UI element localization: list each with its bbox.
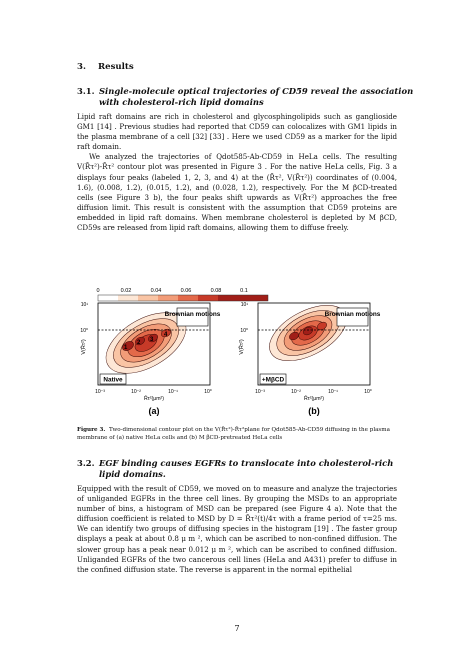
paragraph: Equipped with the result of CD59, we moved on to measure and analyze the trajectories of unliganded EGFRs in the three cell lines. By grouping the MSDs to an appropriate number of bins, a histogram of MSD can be prepared (see Figure 4 a). Note that the diffusion coefficient is related to MSD by D = R̄τ²(t)/4τ with a frame period of τ=25 ms. We can identify two groups of diffusing species in the histogram [19] . The faster group displays a peak at about 0.8 μ m ², which can be ascribed to non-confined diffusion. The slower group has a peak near 0.012 μ m ², which can be ascribed to confined diffusion. Unliganded EGFRs of the two cancerous cell lines (HeLa and A431) prefer to diffuse in the confined diffusion state. The reverse is apparent in the normal epithelial [77, 484, 397, 574]
x-tick-label: 10⁰ [204, 389, 212, 395]
section-title: Results [97, 62, 134, 72]
caption-text: Two-dimensional contour plot on the V(R̄τ²)-R̄τ²plane for Qdot585-Ab-CD59 diffusing in the plasma membrane of (a) native HeLa cells and (b) M βCD-pretreated HeLa cells [77, 427, 390, 441]
y-tick-label: 10⁰ [240, 328, 248, 334]
colorbar-label: 0.1 [240, 288, 248, 294]
panel-a [80, 300, 221, 416]
colorbar-label: 0 [96, 288, 100, 294]
figure-3 [76, 283, 398, 423]
page-number: 7 [234, 624, 240, 633]
colorbar-swatch [178, 295, 198, 301]
x-axis-label: R̄τ²(μm²) [303, 396, 325, 402]
colorbar-label: 0.02 [120, 288, 132, 294]
region-label: Brownian motions [324, 311, 381, 318]
colorbar-swatch [98, 295, 118, 301]
panel-label: (a) [148, 406, 160, 416]
colorbar-label: 0.04 [150, 288, 162, 294]
subsection-number: 3.2. [77, 458, 95, 468]
peak-label: 4 [164, 332, 168, 338]
contour-plot-b [261, 294, 356, 372]
peak-label: 3 [150, 337, 154, 343]
caption-label: Figure 3. [77, 427, 106, 433]
paragraph: We analyzed the trajectories of Qdot585-Ab-CD59 in HeLa cells. The resulting V(R̄τ²)-R̄τ² contour plot was presented in Figure 3 . For the native HeLa cells, Fig. 3 a displays four peaks (labeled 1, 2, 3, and 4) at the (R̄τ², V(R̄τ²)) coordinates of (0.004, 1.6), (0.008, 1.2), (0.015, 1.2), and (0.028, 1.2), respectively. For the M βCD-treated cells (see Figure 3 b), the four peaks shift upwards as V(R̄τ²) approaches the free diffusion limit. This result is consistent with the assumption that CD59 proteins are embedded in lipid raft domains. When membrane cholesterol is depleted by M βCD, CD59s are released from lipid raft domains, allowing them to diffuse freely. [77, 152, 397, 233]
subsection-3-1-heading [77, 86, 417, 108]
y-tick-label: 10¹ [80, 302, 88, 308]
panel-label: (b) [308, 406, 320, 416]
colorbar-swatch [118, 295, 138, 301]
figure-caption [77, 427, 397, 442]
subsection-title: Single-molecule optical trajectories of CD59 reveal the association with cholesterol-rich lipid domains [99, 86, 414, 107]
peak-label: 2 [137, 340, 141, 346]
section-number: 3. [77, 62, 86, 72]
x-tick-label: 10⁰ [364, 389, 372, 395]
y-axis-label: V(R̄τ²) [81, 339, 87, 355]
colorbar-label: 0.08 [210, 288, 222, 294]
x-tick-label: 10⁻³ [255, 389, 265, 395]
colorbar-swatch [158, 295, 178, 301]
colorbar-label: 0.06 [180, 288, 192, 294]
region-label: Brownian motions [164, 311, 221, 318]
colorbar-swatch [138, 295, 158, 301]
subsection-3-2-body [77, 484, 397, 575]
panel-b [238, 294, 381, 416]
colorbar-swatch [218, 295, 268, 301]
colorbar [96, 288, 268, 301]
peak-label: 1 [124, 345, 128, 351]
subsection-3-1-body [77, 112, 397, 233]
subsection-3-2-heading [77, 458, 417, 480]
subsection-title: EGF binding causes EGFRs to translocate into cholesterol-rich lipid domains. [99, 458, 394, 479]
x-tick-label: 10⁻¹ [328, 389, 338, 395]
inset-label: Native [103, 376, 123, 384]
paragraph: Lipid raft domains are rich in cholesterol and glycosphingolipids such as ganglioside GM1 [14] . Previous studies had reported that CD59 can colocalizes with GM1 lipids in the plasma membrane of a cell [32] [33] . Here we used CD59 as a marker for the lipid raft domain. [77, 112, 397, 152]
inset-label: +MβCD [261, 376, 285, 384]
y-tick-label: 10¹ [240, 302, 248, 308]
x-axis-label: R̄τ²(μm²) [143, 396, 165, 402]
x-tick-label: 10⁻² [131, 389, 141, 395]
colorbar-swatch [198, 295, 218, 301]
x-tick-label: 10⁻¹ [168, 389, 178, 395]
section-heading [77, 62, 134, 72]
y-axis-label: V(R̄τ²) [239, 339, 245, 355]
x-tick-label: 10⁻² [291, 389, 301, 395]
x-tick-label: 10⁻³ [95, 389, 105, 395]
y-tick-label: 10⁰ [80, 328, 88, 334]
subsection-number: 3.1. [77, 86, 95, 96]
